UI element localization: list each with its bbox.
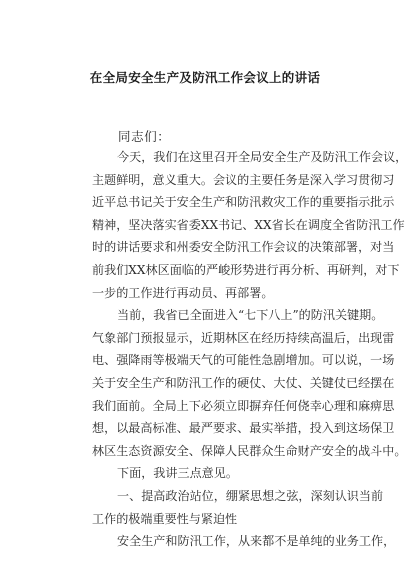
body-line: 关于安全生产和防汛工作的硬仗、大仗、关键仗已经摆在 (92, 375, 395, 390)
body-line: 气象部门预报显示，近期林区在经历持续高温后，出现雷 (92, 330, 395, 345)
body-line: 一、提高政治站位，绷紧思想之弦，深刻认识当前 (117, 488, 384, 503)
body-line: 电、强降雨等极端天气的可能性急剧增加。可以说，一场 (92, 353, 395, 368)
body-line: 我们面前。全局上下必须立即摒弃任何侥幸心理和麻痹思 (92, 398, 395, 413)
body-line: 一步的工作进行再动员、再部署。 (92, 285, 274, 300)
speech-body (92, 146, 408, 553)
body-line: 时的讲话要求和州委安全防汛工作会议的决策部署，对当 (92, 240, 395, 255)
body-line: 前我们XX林区面临的严峻形势进行再分析、再研判，对下 (92, 262, 400, 277)
body-line: 想，以最高标准、最严要求、最实举措，投入到这场保卫 (92, 421, 395, 436)
body-line: 精神，坚决落实省委XX书记、XX省长在调度全省防汛工作 (92, 217, 405, 232)
body-line: 安全生产和防汛工作，从来都不是单纯的业务工作， (117, 534, 396, 549)
body-line: 下面，我讲三点意见。 (117, 466, 238, 481)
document-title: 在全局安全生产及防汛工作会议上的讲话 (89, 70, 321, 85)
body-line: 林区生态资源安全、保障人民群众生命财产安全的战斗中。 (92, 443, 407, 458)
body-line: 当前，我省已全面进入“七下八上”的防汛关键期。 (117, 308, 384, 323)
body-line: 今天，我们在这里召开全局安全生产及防汛工作会议， (117, 150, 408, 164)
body-line: 近平总书记关于安全生产和防汛救灾工作的重要指示批示 (92, 195, 395, 210)
body-line: 工作的极端重要性与紧迫性 (92, 511, 238, 526)
body-line: 主题鲜明，意义重大。会议的主要任务是深入学习贯彻习 (92, 172, 395, 187)
salutation: 同志们： (118, 129, 171, 144)
